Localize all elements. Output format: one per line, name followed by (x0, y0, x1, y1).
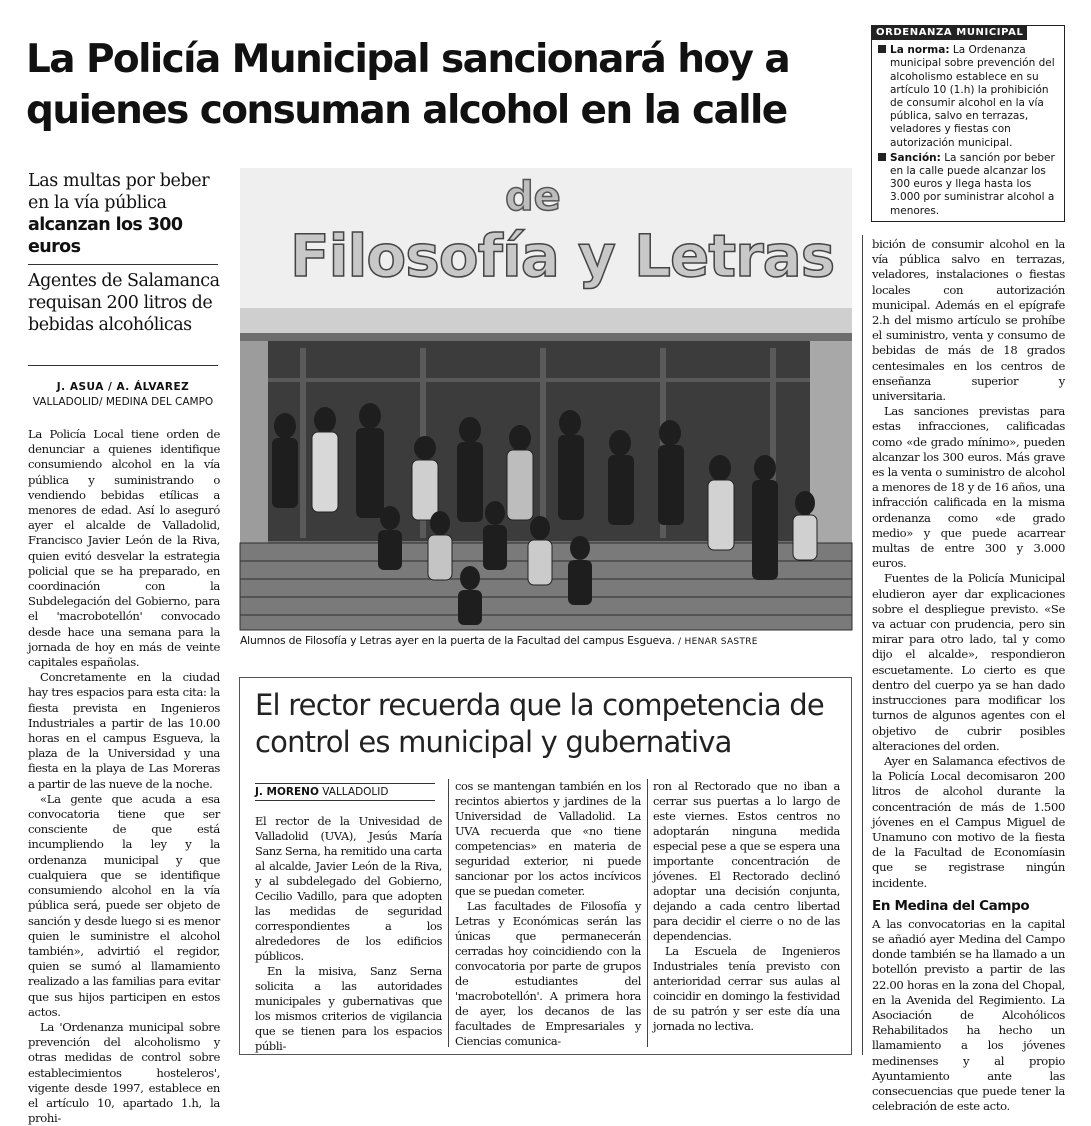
sidebar-paragraph: ron al Rectorado que no iban a cerrar sus puertas a lo largo de este viernes. Estos centros no adoptarán ninguna medida especial pese a que se espera una importante concentración de jóvenes. El Rectorado declinó adoptar una decisión conjunta, dejando a cada centro libertad para decidir el cierre o no de las dependencias. (653, 779, 840, 943)
sidebar-article-column-3 (653, 779, 840, 1034)
sancion-label: Sanción: (890, 151, 941, 164)
norma-paragraph (878, 44, 1058, 150)
body-column-1 (28, 427, 220, 1126)
sidebar-paragraph: cos se mantengan también en los recintos abiertos y jardines de la Universidad de Valladolid. La UVA recuerda que «no tiene competencias» en materia de seguridad exterior, ni puede sancionar por los actos incívicos que se puedan cometer. (455, 779, 641, 898)
photo-caption (240, 634, 852, 649)
square-bullet-icon (878, 153, 886, 161)
sidebar-paragraph: La Escuela de Ingenieros Industriales tenía previsto con anterioridad cerrar sus aulas al coincidir en domingo la festividad de su patrón y ser este día una jornada no lectiva. (653, 944, 840, 1033)
medina-subheading: En Medina del Campo (872, 897, 1030, 914)
byline-place: VALLADOLID/ MEDINA DEL CAMPO (32, 396, 214, 408)
main-headline: La Policía Municipal sancionará hoy a quienes consuman alcohol en la calle (26, 37, 790, 133)
ordinance-box (871, 25, 1065, 222)
byline-authors: J. ASUA / A. ÁLVAREZ (56, 381, 190, 393)
subtitle-fines-plain: Las multas por beber en la vía pública (28, 171, 210, 213)
body-column-4 (872, 237, 1065, 1114)
facade-sign-line2: Filosofía y Letras (290, 222, 835, 290)
subtitle-salamanca: Agentes de Salamanca requisan 200 litros de bebidas alcohólicas (28, 271, 220, 335)
facade-sign-line1: de (505, 174, 561, 220)
sidebar-article-column-1 (255, 814, 442, 1054)
body-paragraph: Concretamente en la ciudad hay tres espacios para esta cita: la fiesta prevista en Ingenieros Industriales a partir de las 10.00 horas en el campus Esgueva, la plaza de la Universidad y una fiesta en la playa de Las Moreras a partir de las nueve de la noche. (28, 670, 220, 791)
ordinance-tag: ORDENANZA MUNICIPAL (872, 25, 1027, 40)
sidebar-article-author: J. MORENO (255, 786, 319, 798)
body-paragraph: Las sanciones previstas para estas infracciones, calificadas como «de grado mínimo», pueden alcanzar los 300 euros. Más grave es la venta o suministro de alcohol a menores de 18 y de 16 años, una infracción calificada en la misma ordenanza como «de grado medio» y que puede acarrear multas de entre 300 y 3.000 euros. (872, 404, 1065, 571)
sidebar-article-place: VALLADOLID (322, 786, 389, 798)
sidebar-article-column-2 (455, 779, 641, 1049)
subtitle-divider (28, 365, 218, 366)
sancion-paragraph (878, 152, 1058, 218)
norma-label: La norma: (890, 44, 950, 57)
body-paragraph: La 'Ordenanza municipal sobre prevención del alcoholismo y otras medidas de control sobre establecimientos hosteleros', vigente desde 1997, establece en el artículo 10, apartado 1.h, la prohi- (28, 1019, 220, 1126)
body-paragraph: «La gente que acuda a esa convocatoria tiene que ser consciente de que está incumpliendo la ley y la ordenanza municipal y que cualquiera que se identifique consumiendo alcohol en la vía pública será, puede ser objeto de sanción y desde luego si es menor quien le suministre el alcohol también», advirtió el regidor, quien se sumó al llamamiento realizado a las familias para evitar que sus hijos participen en estos actos. (28, 791, 220, 1019)
photo-caption-text: Alumnos de Filosofía y Letras ayer en la puerta de la Facultad del campus Esgueva. (240, 634, 675, 647)
medina-paragraph: A las convocatorias en la capital se añadió ayer Medina del Campo donde también se ha llamado a un botellón previsto a partir de las 22.00 horas en la zona del Chopal, en la Avenida del Regimiento. La Asociación de Alcohólicos Rehabilitados ha hecho un llamamiento a los jóvenes medinenses y al propio Ayuntamiento ante las consecuencias que puede tener la celebración de este acto. (872, 916, 1065, 1114)
square-bullet-icon (878, 45, 886, 53)
sidebar-article-headline: El rector recuerda que la competencia de control es municipal y gubernativa (255, 688, 824, 759)
body-paragraph: bición de consumir alcohol en la vía pública salvo en terrazas, veladores, instalaciones o fiestas locales con autorización municipal. Además en el epígrafe 2.h del mismo artículo se prohíbe el suministro, venta y consumo de bebidas de más de 18 grados centesimales en los centros de enseñanza superior y universitaria. (872, 237, 1065, 404)
subtitle-divider (28, 264, 218, 265)
column-divider (862, 235, 863, 1055)
body-paragraph: Ayer en Salamanca efectivos de la Policía Local decomisaron 200 litros de alcohol durante la concentración de más de 1.500 jóvenes en el Campus Miguel de Unamuno con motivo de la fiesta de la Facultad de Economíasin que se registrase ningún incidente. (872, 753, 1065, 890)
photo-credit: / HENAR SASTRE (678, 637, 758, 647)
news-photo (240, 168, 852, 630)
subtitle-fines (28, 170, 218, 258)
body-paragraph: La Policía Local tiene orden de denunciar a quienes identifique consumiendo alcohol en la vía pública y suministrando o vendiendo bebidas etílicas a menores de edad. Así lo aseguró ayer el alcalde de Valladolid, Francisco Javier León de la Riva, quien evitó desvelar la estrategia policial que se ha preparado, en coordinación con la Subdelegación del Gobierno, para el 'macrobotellón' convocado desde hace una semana para la jornada de hoy en más de veinte capitales españolas. (28, 427, 220, 670)
sidebar-article-byline (255, 783, 435, 801)
sancion-text: La sanción por beber en la calle puede alcanzar los 300 euros y llega hasta los 3.000 por suministrar alcohol a menores. (890, 151, 1055, 217)
photo-scene (240, 168, 852, 630)
sidebar-paragraph: El rector de la Univesidad de Valladolid (UVA), Jesús María Sanz Serna, ha remitido una carta al alcalde, Javier León de la Riva, y al subdelegado del Gobierno, Cecilio Vadillo, para que adopten las medidas de seguridad correspondientes a los alrededores de los edificios públicos. (255, 814, 442, 963)
column-divider (647, 779, 648, 1047)
column-divider (448, 779, 449, 1047)
norma-text: La Ordenanza municipal sobre prevención del alcoholismo establece en su artículo 10 (1.h) la prohibición de consumir alcohol en la vía pública, salvo en terrazas, veladores y fiestas con autorización municipal. (890, 44, 1055, 149)
subtitle-fines-bold: alcanzan los 300 euros (28, 215, 183, 257)
byline (28, 380, 218, 410)
body-paragraph: Fuentes de la Policía Municipal eludieron ayer dar explicaciones sobre el despliegue previsto. «Se va actuar con prudencia, pero sin mirar para otro lado, tal y como dijo el alcalde», respondieron escuetamente. Lo cierto es que dentro del cuerpo ya se han dado instrucciones para modificar los turnos de algunos agentes con el objetivo de cubrir posibles alteraciones del orden. (872, 571, 1065, 753)
sidebar-paragraph: En la misiva, Sanz Serna solicita a las autoridades municipales y gubernativas que los mismos criterios de vigilancia que se tienen para los espacios públi- (255, 964, 442, 1053)
sidebar-paragraph: Las facultades de Filosofía y Letras y Económicas serán las únicas que permanecerán cerradas hoy coincidiendo con la convocatoria por parte de grupos de estudiantes del 'macrobotellón'. A primera hora de ayer, los decanos de las facultades de Empresariales y Ciencias comunica- (455, 899, 641, 1048)
